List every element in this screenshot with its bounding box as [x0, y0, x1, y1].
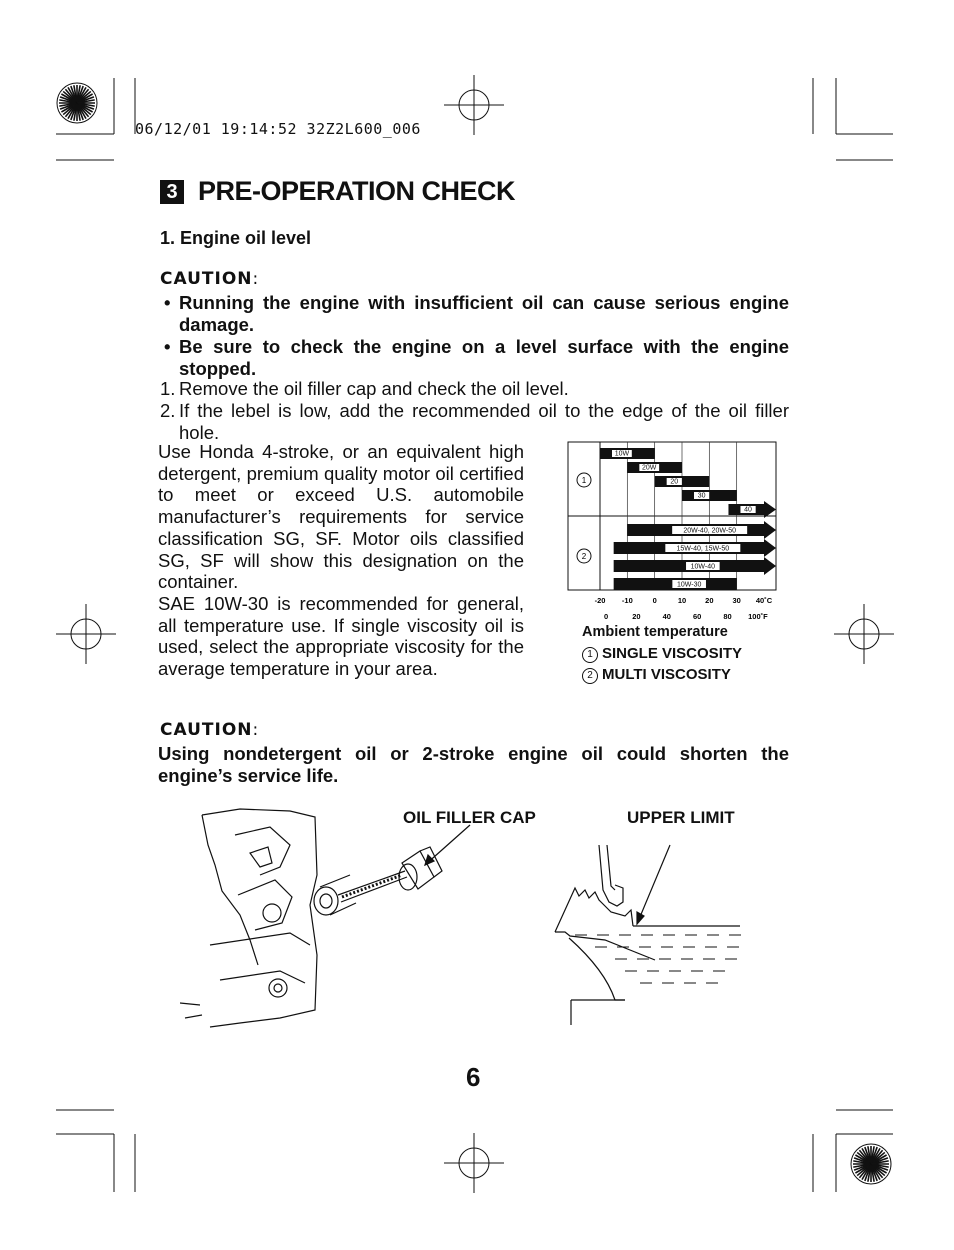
step-text: Remove the oil filler cap and check the oil level. [179, 378, 569, 399]
bar-label: 10W-40 [690, 563, 716, 571]
fahrenheit-tick-label: 80 [723, 612, 732, 620]
viscosity-chart [560, 438, 790, 620]
fahrenheit-tick-label: 0 [603, 612, 609, 620]
body-column [158, 441, 524, 680]
celsius-tick-label: -20 [594, 596, 606, 605]
step-number: 2. [160, 400, 176, 421]
celsius-tick-label: -10 [621, 596, 633, 605]
step-number: 1. [160, 378, 176, 399]
viscosity-bar [655, 476, 710, 487]
bar-label: 15W-40, 15W-50 [676, 545, 730, 553]
caution-label: CAUTION: [160, 269, 260, 289]
oil-filler-cap-label: OIL FILLER CAP [403, 808, 536, 827]
bar-label: 10W-30 [676, 581, 702, 589]
caution-text: Using nondetergent oil or 2-stroke engine oil could shorten the engine’s service life. [158, 743, 789, 786]
section-title: PRE-OPERATION CHECK [198, 176, 516, 206]
engine-illustration [180, 805, 560, 1035]
caution-bullet: • Be sure to check the engine on a level surface with the engine stopped. [164, 336, 789, 379]
fahrenheit-tick-label: 60 [693, 612, 702, 620]
print-stamp: 06/12/01 19:14:52 32Z2L600_006 [135, 120, 421, 138]
upper-limit-label: UPPER LIMIT [627, 808, 735, 827]
oil-level-illustration [545, 840, 745, 1030]
bar-label: 20W-40, 20W-50 [683, 527, 737, 535]
subheading: 1. Engine oil level [160, 228, 312, 248]
bar-label: 20W [642, 464, 657, 472]
chart-legend [582, 622, 742, 685]
legend-item-single: 1 SINGLE VISCOSITY [582, 643, 742, 664]
group-marker-label: 1 [581, 476, 587, 485]
oil-recommendation-paragraph: Use Honda 4-stroke, or an equivalent high detergent, premium quality motor oil certified to meet or exceed U.S. automobile manufacturer’s requirements for service classification SG, SF. Motor oils classified SG, SF will show this designation on the container. [158, 441, 524, 593]
step-item [160, 378, 789, 400]
bar-label: 10W [614, 450, 630, 458]
group-marker-label: 2 [581, 552, 587, 561]
legend-item-multi: 2 MULTI VISCOSITY [582, 664, 742, 685]
chart-x-label: Ambient temperature [582, 624, 728, 640]
viscosity-bar [682, 490, 737, 501]
viscosity-paragraph: SAE 10W-30 is recommended for general, all temperature use. If single viscosity oil is used, select the appropriate viscosity for the average temperature in your area. [158, 592, 524, 680]
fahrenheit-tick-label: 20 [632, 612, 641, 620]
bar-label: 30 [697, 492, 706, 500]
celsius-tick-label: 40˚C [755, 596, 773, 605]
celsius-tick-label: 0 [652, 596, 657, 605]
bar-label: 40 [744, 506, 752, 514]
celsius-tick-label: 30 [732, 596, 741, 605]
caution-bullet-text: Be sure to check the engine on a level surface with the engine stopped. [179, 336, 789, 379]
step-item [160, 400, 789, 443]
celsius-tick-label: 10 [677, 596, 687, 605]
page-number: 6 [466, 1062, 481, 1092]
celsius-tick-label: 20 [705, 596, 714, 605]
caution-bullet: • Running the engine with insufficient oil can cause serious engine damage. [164, 292, 789, 335]
fahrenheit-tick-label: 40 [662, 612, 671, 620]
caution-label: CAUTION: [160, 720, 260, 740]
caution-bullet-text: Running the engine with insufficient oil can cause serious engine damage. [179, 292, 789, 335]
bar-label: 20 [670, 478, 679, 486]
step-text: If the lebel is low, add the recommended oil to the edge of the oil filler hole. [179, 400, 789, 443]
section-number-badge: 3 [160, 180, 184, 204]
fahrenheit-tick-label: 100˚F [748, 612, 768, 620]
